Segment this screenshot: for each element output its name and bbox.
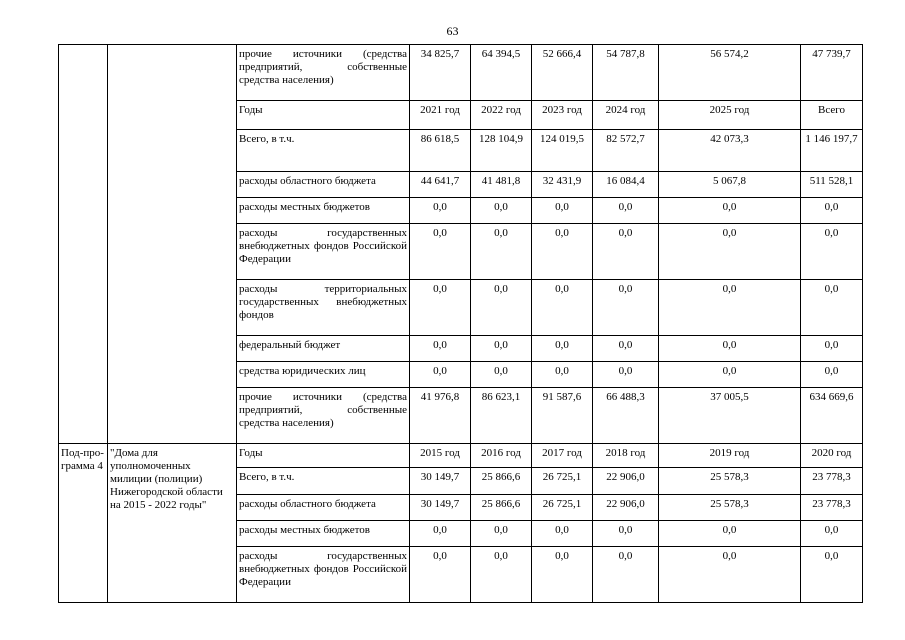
value-cell: 2018 год — [593, 444, 659, 468]
row-label: расходы государственных внебюджетных фондов Российской Федерации — [237, 224, 410, 280]
value-cell: 41 481,8 — [471, 172, 532, 198]
row-label: прочие источники (средства предприятий, собственные средства населения) — [237, 45, 410, 101]
value-cell: 0,0 — [471, 521, 532, 547]
value-cell: 2019 год — [659, 444, 801, 468]
value-cell: 0,0 — [410, 224, 471, 280]
value-cell: 0,0 — [801, 362, 863, 388]
value-cell: 5 067,8 — [659, 172, 801, 198]
value-cell: 0,0 — [659, 521, 801, 547]
value-cell: 0,0 — [801, 336, 863, 362]
value-cell: 0,0 — [532, 521, 593, 547]
value-cell: 1 146 197,7 — [801, 130, 863, 172]
value-cell: 30 149,7 — [410, 468, 471, 495]
row-label: Всего, в т.ч. — [237, 130, 410, 172]
value-cell: 66 488,3 — [593, 388, 659, 444]
value-cell: 0,0 — [659, 198, 801, 224]
value-cell: 22 906,0 — [593, 468, 659, 495]
value-cell: 86 623,1 — [471, 388, 532, 444]
value-cell: 0,0 — [410, 198, 471, 224]
value-cell: 2025 год — [659, 101, 801, 130]
value-cell: 0,0 — [471, 547, 532, 603]
value-cell: 25 578,3 — [659, 468, 801, 495]
value-cell: 0,0 — [593, 521, 659, 547]
value-cell: 32 431,9 — [532, 172, 593, 198]
value-cell: 2017 год — [532, 444, 593, 468]
value-cell: 25 578,3 — [659, 495, 801, 521]
value-cell: 0,0 — [593, 198, 659, 224]
value-cell: 64 394,5 — [471, 45, 532, 101]
value-cell: 2020 год — [801, 444, 863, 468]
empty-cell — [59, 45, 108, 444]
value-cell: 2023 год — [532, 101, 593, 130]
value-cell: 54 787,8 — [593, 45, 659, 101]
value-cell: 0,0 — [410, 336, 471, 362]
row-label: Годы — [237, 444, 410, 468]
value-cell: 26 725,1 — [532, 495, 593, 521]
value-cell: 0,0 — [659, 224, 801, 280]
value-cell: 0,0 — [593, 280, 659, 336]
value-cell: 0,0 — [801, 547, 863, 603]
value-cell: 0,0 — [532, 547, 593, 603]
row-label: расходы местных бюджетов — [237, 198, 410, 224]
row-label: расходы местных бюджетов — [237, 521, 410, 547]
value-cell: 23 778,3 — [801, 468, 863, 495]
value-cell: 0,0 — [593, 547, 659, 603]
row-label: Годы — [237, 101, 410, 130]
value-cell: 47 739,7 — [801, 45, 863, 101]
value-cell: 0,0 — [659, 362, 801, 388]
value-cell: 0,0 — [471, 280, 532, 336]
row-label: расходы областного бюджета — [237, 495, 410, 521]
value-cell: 23 778,3 — [801, 495, 863, 521]
table-row — [59, 45, 863, 101]
value-cell: 25 866,6 — [471, 495, 532, 521]
value-cell: 34 825,7 — [410, 45, 471, 101]
row-label: расходы областного бюджета — [237, 172, 410, 198]
value-cell: 0,0 — [410, 280, 471, 336]
value-cell: 0,0 — [471, 224, 532, 280]
value-cell: 0,0 — [532, 224, 593, 280]
value-cell: 0,0 — [471, 198, 532, 224]
value-cell: 0,0 — [532, 336, 593, 362]
value-cell: 0,0 — [659, 280, 801, 336]
value-cell: 0,0 — [532, 362, 593, 388]
value-cell: 0,0 — [801, 198, 863, 224]
value-cell: 42 073,3 — [659, 130, 801, 172]
row-label: Всего, в т.ч. — [237, 468, 410, 495]
value-cell: 0,0 — [410, 547, 471, 603]
row-label: расходы территориальных государственных внебюджетных фондов — [237, 280, 410, 336]
value-cell: 86 618,5 — [410, 130, 471, 172]
value-cell: 0,0 — [593, 336, 659, 362]
value-cell: 511 528,1 — [801, 172, 863, 198]
value-cell: 0,0 — [532, 198, 593, 224]
row-label: расходы государственных внебюджетных фондов Российской Федерации — [237, 547, 410, 603]
value-cell: 25 866,6 — [471, 468, 532, 495]
value-cell: 0,0 — [532, 280, 593, 336]
value-cell: 56 574,2 — [659, 45, 801, 101]
value-cell: 2016 год — [471, 444, 532, 468]
value-cell: 0,0 — [593, 362, 659, 388]
value-cell: 30 149,7 — [410, 495, 471, 521]
value-cell: 82 572,7 — [593, 130, 659, 172]
value-cell: 0,0 — [659, 336, 801, 362]
value-cell: 52 666,4 — [532, 45, 593, 101]
value-cell: 0,0 — [471, 336, 532, 362]
row-label: федеральный бюджет — [237, 336, 410, 362]
value-cell: Всего — [801, 101, 863, 130]
value-cell: 2022 год — [471, 101, 532, 130]
value-cell: 124 019,5 — [532, 130, 593, 172]
value-cell: 44 641,7 — [410, 172, 471, 198]
value-cell: 2015 год — [410, 444, 471, 468]
value-cell: 0,0 — [593, 224, 659, 280]
value-cell: 0,0 — [471, 362, 532, 388]
value-cell: 128 104,9 — [471, 130, 532, 172]
table-row — [59, 444, 863, 468]
value-cell: 37 005,5 — [659, 388, 801, 444]
empty-cell — [108, 45, 237, 444]
value-cell: 26 725,1 — [532, 468, 593, 495]
value-cell: 0,0 — [801, 280, 863, 336]
value-cell: 2021 год — [410, 101, 471, 130]
value-cell: 22 906,0 — [593, 495, 659, 521]
subprogram-name: "Дома для уполномоченных милиции (полиции) Нижегородской области на 2015 - 2022 годы" — [108, 444, 237, 603]
funding-table — [58, 44, 863, 603]
value-cell: 2024 год — [593, 101, 659, 130]
row-label: прочие источники (средства предприятий, собственные средства населения) — [237, 388, 410, 444]
value-cell: 41 976,8 — [410, 388, 471, 444]
subprogram-number: Под-про-грамма 4 — [59, 444, 108, 603]
value-cell: 0,0 — [659, 547, 801, 603]
row-label: средства юридических лиц — [237, 362, 410, 388]
value-cell: 91 587,6 — [532, 388, 593, 444]
value-cell: 0,0 — [410, 521, 471, 547]
value-cell: 16 084,4 — [593, 172, 659, 198]
value-cell: 0,0 — [410, 362, 471, 388]
value-cell: 0,0 — [801, 224, 863, 280]
value-cell: 0,0 — [801, 521, 863, 547]
value-cell: 634 669,6 — [801, 388, 863, 444]
page-number: 63 — [446, 24, 459, 38]
